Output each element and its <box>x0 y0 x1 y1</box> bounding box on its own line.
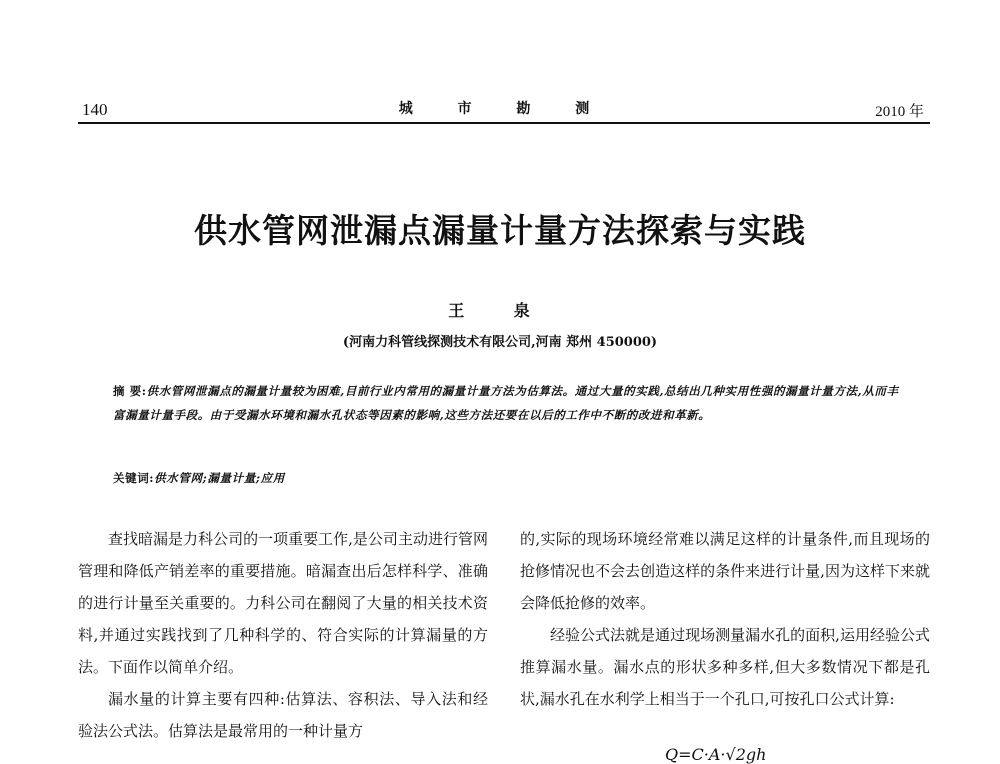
paragraph: 漏水量的计算主要有四种:估算法、容积法、导入法和经验法公式法。估算法是最常用的一种计量方 <box>78 690 488 740</box>
header-rule <box>78 122 930 124</box>
body-column-left <box>78 523 488 747</box>
paragraph: 经验公式法就是通过现场测量漏水孔的面积,运用经验公式推算漏水量。漏水点的形状多种多样,但大多数情况下都是孔状,漏水孔在水利学上相当于一个孔口,可按孔口公式计算: <box>520 626 930 708</box>
abstract-label: 摘 要: <box>113 384 147 398</box>
keywords-text: 供水管网;漏量计量;应用 <box>154 471 285 485</box>
journal-name: 城 市 勘 测 <box>398 101 610 117</box>
issue-year: 2010 年 <box>875 104 924 120</box>
affiliation: (河南力科管线探测技术有限公司,河南 郑州 450000) <box>342 335 658 350</box>
running-header <box>78 96 930 122</box>
keywords <box>113 470 903 486</box>
abstract <box>113 379 903 427</box>
page-number: 140 <box>82 100 108 119</box>
abstract-text: 供水管网泄漏点的漏量计量较为困难,目前行业内常用的漏量计量方法为估算法。通过大量的实践,总结出几种实用性强的漏量计量方法,从而丰富漏量计量手段。由于受漏水环境和漏水孔状态等因素的影响,这些方法还要在以后的工作中不断的改进和革新。 <box>113 384 899 422</box>
paragraph: 的,实际的现场环境经常难以满足这样的计量条件,而且现场的抢修情况也不会去创造这样的条件来进行计量,因为这样下来就会降低抢修的效率。 <box>520 530 930 612</box>
author: 王 泉 <box>448 301 552 320</box>
orifice-formula: Q=C·A·√2gh <box>665 745 767 764</box>
paper-title: 供水管网泄漏点漏量计量方法探索与实践 <box>194 211 806 250</box>
keywords-label: 关键词: <box>113 471 155 485</box>
body-column-right <box>520 523 930 715</box>
paragraph: 查找暗漏是力科公司的一项重要工作,是公司主动进行管网管理和降低产销差率的重要措施。暗漏查出后怎样科学、准确的进行计量至关重要的。力科公司在翻阅了大量的相关技术资料,并通过实践找到了几种科学的、符合实际的计算漏量的方法。下面作以简单介绍。 <box>78 530 488 676</box>
